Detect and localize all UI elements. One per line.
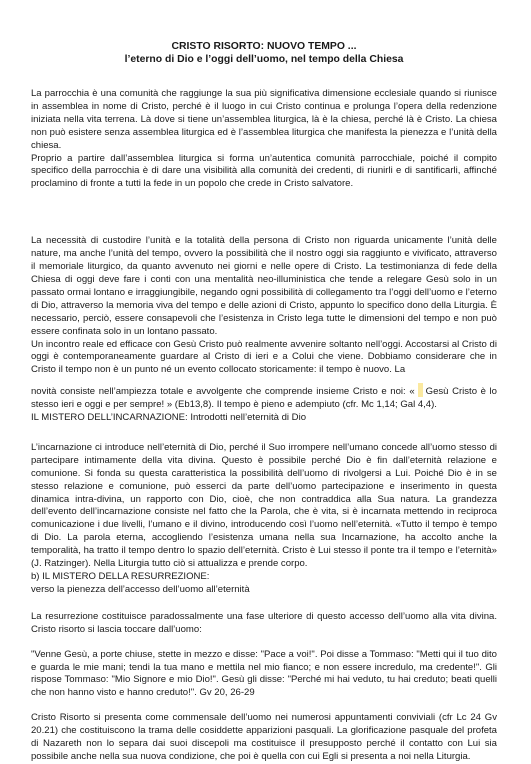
paragraph-novita-part1: novità consiste nell’ampiezza totale e avvolgente che comprende insieme Cristo e noi: «	[31, 386, 415, 398]
paragraph-parrocchia: La parrocchia è una comunità che raggiunge la sua più significativa dimensione ecclesiale quando si riunisce in assemblea in nome di Cristo, perché è il luogo in cui Cristo continua e prolunga l’opera della redenzione iniziata nella vita terrena. Là dove si tiene un’assemblea liturgica, là è la chiesa, perché là è Cristo. La chiesa non può esistere senza assemblea liturgica ed è l’assemblea liturgica che manifesta la pienezza e l’unità della chiesa.	[31, 88, 497, 151]
paragraph-cristo-risorto: Cristo Risorto si presenta come commensale dell’uomo nei numerosi appuntamenti conviviali (cfr Lc 24 Gv 20.21) che costituiscono la trama delle cosiddette apparizioni pasquali. La glorificazione pasquale del profeta di Nazareth non lo separa dai suoi discepoli ma costituisce il presupposto perché il contatto con Lui sia possibile anche nella sua nuova condizione, che poi è quella con cui Egli si presenta a noi nella Liturgia.	[31, 712, 497, 762]
paragraph-novita-part2: Gesù Cristo è lo stesso ieri e oggi e per sempre! » (Eb13,8). Il tempo è pieno e adempiuto (cfr. Mc 1,14; Gal 4,4).	[31, 386, 497, 411]
highlight-marker	[418, 383, 423, 397]
paragraph-incarnazione: L’incarnazione ci introduce nell’eternità di Dio, perché il Suo irrompere nell’umano concede all’uomo stesso di partecipare intimamente della vita divina. Questo è possibile perché Dio è fin dall’eternità relazione e comunione. Si fonda su questa caratteristica la possibilità dell’uomo di rivolgersi a Lui. Poiché Dio è in se stesso relazione e comunione, può esserci da parte dell’uomo partecipazione e inserimento in questa dinamica intra-divina, un rapporto con Dio, cioè, che non contraddica alla Sua natura. La grandezza dell’evento dell’incarnazione consiste nel fatto che la Parola, che è vita, si è incarnata mettendo in reciproca comunicazione i due livelli, l’umano e il divino, introducendo così l’uomo nell’eternità. «Tutto il tempo è tempo di Dio. La parola eterna, accogliendo l’esistenza umana nella sua Incarnazione, ha accolto anche la temporalità, ha tratto il tempo dentro lo spazio dell’eternità. Cristo è Lui stesso il ponte tra il tempo e l’eternità» (J. Ratzinger). Nella Liturgia tutto ciò si attualizza e prende corpo.	[31, 441, 497, 570]
paragraph-citazione-vangelo: "Venne Gesù, a porte chiuse, stette in mezzo e disse: "Pace a voi!". Poi disse a Tommaso: "Metti qui il tuo dito e guarda le mie mani; tendi la tua mano e mettila nel mio fianco; e non essere incredulo, ma credente!". Gli rispose Tommaso: "Mio Signore e mio Dio!". Gesù gli disse: "Perché mi hai veduto, tu hai creduto; beati quelli che non hanno visto e hanno creduto!". Gv 20, 26-29	[31, 648, 497, 699]
paragraph-unita-tempo: La necessità di custodire l’unità e la totalità della persona di Cristo non riguarda unicamente l’unità delle nature, ma anche l’unità del tempo, ovvero la possibilità che il nostro oggi sia raggiunto e vivificato, attraverso il memoriale liturgico, da quanto avvenuto nei giorni e nelle opere di Cristo. La testimonianza di fede della Chiesa di oggi deve fare i conti con una mentalità neo-illuministica che tende a relegare Gesù solo in un passato ormai lontano e irraggiungibile, negando ogni possibilità di collegamento tra l’oggi dell’uomo e l’eterno di Dio, attraverso la memoria viva del tempo e delle azioni di Cristo, appunto lo specifico dono della Liturgia. È necessario, perciò, essere consapevoli che l’esistenza in Cristo lega tutte le dimensioni del tempo e non può essere confinata solo in un lontano passato.	[31, 235, 497, 337]
subheading-resurrezione: verso la pienezza dell’accesso dell’uomo all’eternità	[31, 583, 250, 595]
paragraph-novita	[31, 383, 497, 412]
document-subtitle: l’eterno di Dio e l’oggi dell’uomo, nel tempo della Chiesa	[124, 54, 404, 65]
paragraph-incontro-reale: Un incontro reale ed efficace con Gesù Cristo può realmente avvenire soltanto nell’oggi. Accostarsi al Cristo di oggi è contemporaneamente guardare al Cristo di ieri e a Colui che viene. Dobbiamo considerare che in Cristo il tempo non è un punto né un evento collocato storicamente: il tempo è nuovo. La	[31, 338, 497, 376]
document-title: CRISTO RISORTO: NUOVO TEMPO ...	[171, 41, 357, 52]
heading-resurrezione: b) IL MISTERO DELLA RESURREZIONE:	[31, 571, 210, 582]
heading-incarnazione: IL MISTERO DELL’INCARNAZIONE: Introdotti nell’eternità di Dio	[31, 412, 307, 424]
paragraph-resurrezione: La resurrezione costituisce paradossalmente una fase ulteriore di questo accesso dell’uomo alla vita divina. Cristo risorto si lascia toccare dall’uomo:	[31, 610, 497, 635]
paragraph-assemblea: Proprio a partire dall’assemblea liturgica si forma un’autentica comunità parrocchiale, poiché il compito specifico della parrocchia è di dare una visibilità alla comunità dei credenti, di riunirli e di santificarli, affinché proclamino di fronte a tutti la fede in un popolo che crede in Cristo salvatore.	[31, 152, 497, 190]
